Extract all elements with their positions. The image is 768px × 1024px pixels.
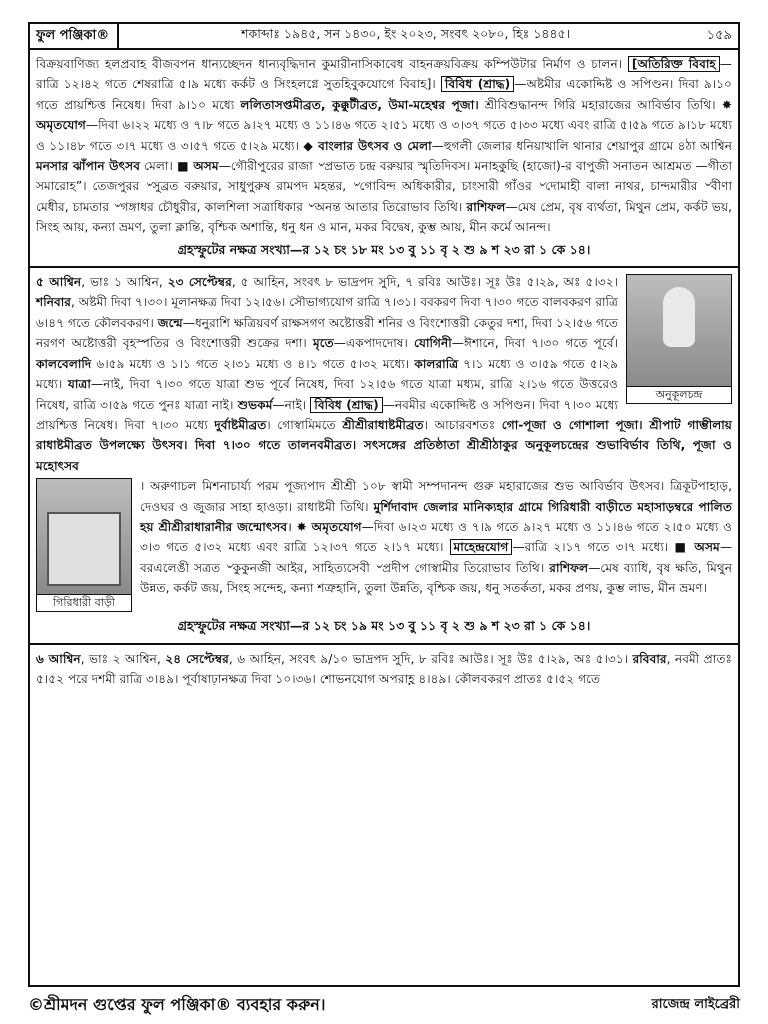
text-run: — বরএলেঙী সত্রত ৺কুকুনজী আইর, সাহিত্যসেবী ৺প্রদীপ গোস্বামীর তিরোভাব তিথি।: [140, 540, 732, 575]
rashifal-label: রাশিফল: [466, 199, 506, 214]
text-run: । অরুণাচল মিশনাচার্য্য পরম পূজ্যপাদ শ্রীশ্রী ১০৮ স্বামী সম্পদানন্দ গুরু মহারাজের শুভ আবির্ভাব উৎসব। ত্রিকূটপাহাড়, দেওঘর ও জুজার সাহা হাওড়া। রাধাষ্টমী তিথি।: [140, 479, 732, 514]
bibidh-label: বিবিধ (শ্রাদ্ধ): [441, 76, 514, 92]
yatra-label: যাত্রা: [67, 377, 91, 392]
photo-caption: অনুকূলচন্দ্র: [627, 386, 731, 403]
bibidh-label: বিবিধ (শ্রাদ্ধ): [310, 397, 382, 413]
text-run: শ্রীবিশুদ্ধানন্দ গিরি মহারাজের আবির্ভাব তিথি।: [478, 97, 722, 112]
text-run: —নাই, দিবা ৭।৩০ গতে যাত্রা শুভ পূর্বে নিষেধ, দিবা ১২।৫৬ গতে যাত্রা মধ্যম, রাত্রি ২।১৬ গতে উত্তরেও নিষেধ, রাত্রি ৩।৫৯ গতে পুনঃ যাত্রা নাই।: [36, 377, 618, 412]
text-run: । গোস্বামিমতে: [266, 417, 343, 432]
day4-text: [36, 54, 732, 238]
text-run: , ৫ আহিন, সংবৎ ৮ ভাদ্রপদ সুদি, ৭ রবিঃ আউঃ। সূঃ উঃ ৫।২৯, অঃ ৫।৩২।: [231, 275, 619, 290]
go-puja: গো-পূজা ও গোশালা পূজা: [501, 417, 639, 432]
asam-label: ■ অসম: [176, 159, 219, 174]
graha-values: —র ১২ চং ১৮ মং ১৩ বু ১১ বৃ ২ শু ৯ শ ২৩ রা ১ কে ১৪।: [289, 241, 591, 257]
graha-line: [36, 614, 732, 640]
text-run: । শ্রীপাট গাম্ভীলায় রাধাষ্টমীব্রত উপলক্ষ্যে উৎসব। দিবা ৭।৩০ গতে তালনবমীব্রত। সৎসঙ্গের প্রতিষ্ঠাতা শ্রীশ্রীঠাকুর অনুকূলচন্দ্রের শুভাবির্ভাব তিথি, পূজা ও মহোৎসব: [36, 417, 732, 473]
radhashtami-vrat: শ্রীশ্রীরাধাষ্টমীব্রত: [342, 417, 424, 432]
text-run: —অষ্টমীর একোদ্দিষ্ট ও সপিণ্ডন। দিবা ৯।১০ গতে প্রায়শ্চিত্ত নিষেধ। দিবা ৯।১০ মধ্যে: [36, 77, 732, 112]
day6-date: ৬ আশ্বিন: [36, 651, 81, 666]
text-run: , ৬ আহিন, সংবৎ ৯/১০ ভাদ্রপদ সুদি, ৮ রবিঃ আউঃ। সূঃ উঃ ৫।২৯, অঃ ৫।৩১।: [228, 651, 633, 666]
janme-label: জন্মে: [157, 315, 183, 330]
day5-section: [30, 268, 738, 642]
shubhakarma-label: শুভকর্ম: [237, 397, 273, 412]
day5-eng-date: ২৩ সেপ্টেম্বর: [167, 275, 232, 290]
day6-section: [30, 645, 738, 692]
publisher-name: রাজেন্দ্র লাইব্রেরী: [651, 996, 740, 1012]
graha-values: —র ১২ চং ১৯ মং ১৩ বু ১১ বৃ ২ শু ৯ শ ২৩ রা ১ কে ১৪।: [289, 618, 591, 634]
text-run: ।: [287, 519, 297, 534]
text-run: —রাত্রি ১২।৪২ গতে শেষরাত্রি ৫।৯ মধ্যে কর্কট ও সিংহলগ্নে সুতহিবুকযোগে বিবাহ]।: [36, 57, 732, 92]
day6-eng-date: ২৪ সেপ্টেম্বর: [165, 651, 229, 666]
text-run: —নবমীর একোদ্দিষ্ট ও সপিণ্ডন। দিবা ৭।৩০ মধ্যে প্রায়শ্চিত্ত নিষেধ। দিবা ৭।৩০ মধ্যে: [36, 397, 618, 432]
text-run: বিক্রয়বাণিজ্য হলপ্রবাহ বীজবপন ধান্যচ্ছেদন ধান্যবৃদ্ধিদান কুমারীনাসিকাবেধ বাহনক্রয়বিক্রয় কম্পিউটার নির্মাণ ও চালন।: [36, 57, 628, 71]
vrat-text: ললিতাসপ্তমীব্রত, কুক্কুটীব্রত, উমা-মহেশ্বর পূজা।: [240, 97, 479, 112]
day5-date: ৫ আশ্বিন: [36, 275, 82, 290]
mrite-label: মৃতে: [312, 336, 334, 351]
day6-text: [36, 649, 732, 690]
text-run: ৬।৫৯ মধ্যে ও ১।১ গতে ২।৩১ মধ্যে ও ৪।১ গতে ৫।৩২ মধ্যে।: [91, 356, 415, 371]
footer-ad: ©শ্রীমদন গুপ্তের ফুল পঞ্জিকা® ব্যবহার করুন।: [28, 994, 326, 1014]
durva-vrat: দুর্বাষ্টমীব্রত: [214, 417, 267, 432]
text-run: , ভাঃ ১ আশ্বিন,: [81, 275, 168, 290]
text-run: —ঈশানে, দিবা ৭।৩০ গতে পূর্বে।: [451, 336, 618, 351]
anukulchandra-photo: [626, 274, 732, 404]
photo-image: [37, 479, 131, 594]
text-run: —দিবা ৬।২২ মধ্যে ও ৭।৮ গতে ৯।২৭ মধ্যে ও ১১।৪৬ গতে ২।৫১ মধ্যে ও ৩।৩৭ গতে ৫।৩৩ মধ্যে এবং রাত্রি ৫।৫৯ গতে ৯।১৮ মধ্যে ও ১১।৪৮ গতে ৩।৭ মধ্যে ও ৩।৫৭ গতে ৫।২৯ মধ্যে।: [36, 118, 732, 153]
photo-image: [627, 275, 731, 386]
text-run: —দিবা ৬।২৩ মধ্যে ও ৭।৯ গতে ৯।২৭ মধ্যে ও ১১।৪৬ গতে ২।৫০ মধ্যে ও ৩।৩ গতে ৫।৩২ মধ্যে এবং রাত্রি ১২।৩৭ গতে ২।১৭ মধ্যে।: [140, 519, 732, 555]
page-number: ১৫৯: [706, 27, 732, 43]
text-run: —মেষ প্রেম, বৃষ ব্যর্থতা, মিথুন প্রেম, কর্কট ভয়, সিংহ আয়, কন্যা ভ্রমণ, তুলা ক্লান্তি, বৃশ্চিক অশান্তি, ধনু ধন ও মান, মকর বিদ্বেষ, কুম্ভ আয়, মীন কর্মে আনন্দ।: [36, 199, 732, 235]
text-run: , নবমী প্রাতঃ ৫।৫২ পরে দশমী রাত্রি ৩।৪৯। পূর্বাষাঢ়ানক্ষত্র দিবা ১০।৩৬। শোভনযোগ অপরাহ্ণ ৪।৪৯। কৌলবকরণ প্রাতঃ ৫।৫২ গতে: [36, 651, 732, 686]
jhapan-festival: মনসার ঝাঁপান উৎসব: [36, 159, 141, 174]
asam-label: ■ অসম: [674, 540, 720, 555]
text-run: —হুগলী জেলার ধনিয়াখালি থানার শেয়াপুর গ্রামে ৪ঠা আশ্বিন: [431, 138, 732, 153]
era-dates: শকাব্দাঃ ১৯৪৫, সন ১৪৩০, ইং ২০২৩, সংবৎ ২০৮০, হিঃ ১৪৪৫।: [241, 26, 571, 41]
bangla-festival-label: ◆ বাংলার উৎসব ও মেলা: [303, 138, 432, 153]
graha-line: [36, 238, 732, 264]
extra-marriage-label: [অতিরিক্ত বিবাহ: [628, 56, 720, 72]
text-run: মেলা।: [140, 159, 177, 174]
page-header: [30, 24, 738, 50]
rashifal-label: রাশিফল: [549, 560, 589, 575]
day6-weekday: রবিবার: [632, 651, 667, 666]
mahendra-yoga-label: মাহেন্দ্রযোগ: [450, 539, 513, 555]
text-run: —ধনুরাশি ক্ষত্রিয়বর্ণ রাক্ষসগণ অষ্টোত্তরী শনির ও বিংশোত্তরী কেতুর দশা, দিবা ১২।৫৬ গতে নরগণ অষ্টোত্তরী বৃহস্পতির ও বিংশোত্তরী শুক্রের দশা।: [36, 315, 619, 351]
yogini-label: যোগিনী: [414, 336, 452, 351]
giridhari-bari-photo: [36, 478, 132, 612]
almanac-page: [28, 22, 740, 987]
day4-continued: [30, 50, 738, 266]
text-run: —নাই।: [272, 397, 311, 412]
text-run: —একপাদদোষ।: [333, 336, 415, 351]
brand-title: ফুল পঞ্জিকা®: [36, 24, 119, 48]
day5-text-2: [36, 476, 732, 598]
text-run: —গৌরীপুরের রাজা ৺প্রভাত চন্দ্র বরুয়ার স্মৃতিদিবস। মনাহকুছি (হাজো)-র বাপুজী সনাতন আশ্রমত —গীতা সমারোহ”। তেজপুরর ৺সুব্রত বরুয়ার, সাধুপুরুষ রামপদ মহন্তর, ৺গোবিন্দ অধিকারীর, চাংসারী গাঁওর ৺দোমাহী বালা নাথর, চান্দমারীর ৺বীণা মেধীর, চামতার ৺গঙ্গাধর চৌধুরীর, কালশিলা সত্রাধিকার ৺অনন্ত আতার তিরোভাব তিথি।: [36, 159, 732, 214]
graha-label: গ্রহস্ফুটের নক্ষত্র সংখ্যা: [177, 618, 290, 634]
amrit-yoga-label: ✸ অমৃতযোগ: [296, 519, 362, 534]
page-footer: [28, 988, 740, 1022]
text-run: , ভাঃ ২ আশ্বিন,: [80, 651, 166, 666]
kalratri-label: কালরাত্রি: [414, 356, 459, 371]
amrit-yoga-label: ✸ অমৃতযোগ: [36, 97, 733, 133]
graha-label: গ্রহস্ফুটের নক্ষত্র সংখ্যা: [177, 241, 290, 257]
text-run: , অষ্টমী দিবা ৭।৩০। মূলানক্ষত্র দিবা ১২।৫৬। সৌভাগ্যযোগ রাত্রি ৭।৩১। ববকরণ দিবা ৭।৩০ গতে বালবকরণ রাত্রি ৬।৪৭ গতে কৌলবকরণ।: [36, 295, 618, 330]
kalbela-label: কালবেলাদি: [36, 356, 92, 371]
photo-caption: গিরিধারী বাড়ী: [37, 594, 131, 611]
text-run: ৭।১ মধ্যে ও ৩।৫৯ গতে ৫।২৯ মধ্যে।: [36, 356, 618, 392]
murshidabad-festival: মুর্শিদাবাদ জেলার মানিক্যহার গ্রামে গিরিধারী বাড়ীতে মহাসাড়ম্বরে পালিত হয় শ্রীশ্রীরাধারানীর জন্মোৎসব: [140, 499, 732, 534]
text-run: । আচারবশতঃ: [423, 417, 502, 432]
text-run: —রাত্রি ২।১৭ গতে ৩।৭ মধ্যে।: [512, 540, 675, 555]
day5-weekday: শনিবার: [36, 295, 71, 310]
text-run: —মেষ ব্যাধি, বৃষ ক্ষতি, মিথুন উন্নত, কর্কট জয়, সিংহ সন্দেহ, কন্যা শত্রুহানি, তুলা উন্নতি, বৃশ্চিক জয়, ধনু সতর্কতা, মকর প্রণয়, কুম্ভ লাভ, মীন ভ্রমণ।: [140, 560, 733, 596]
